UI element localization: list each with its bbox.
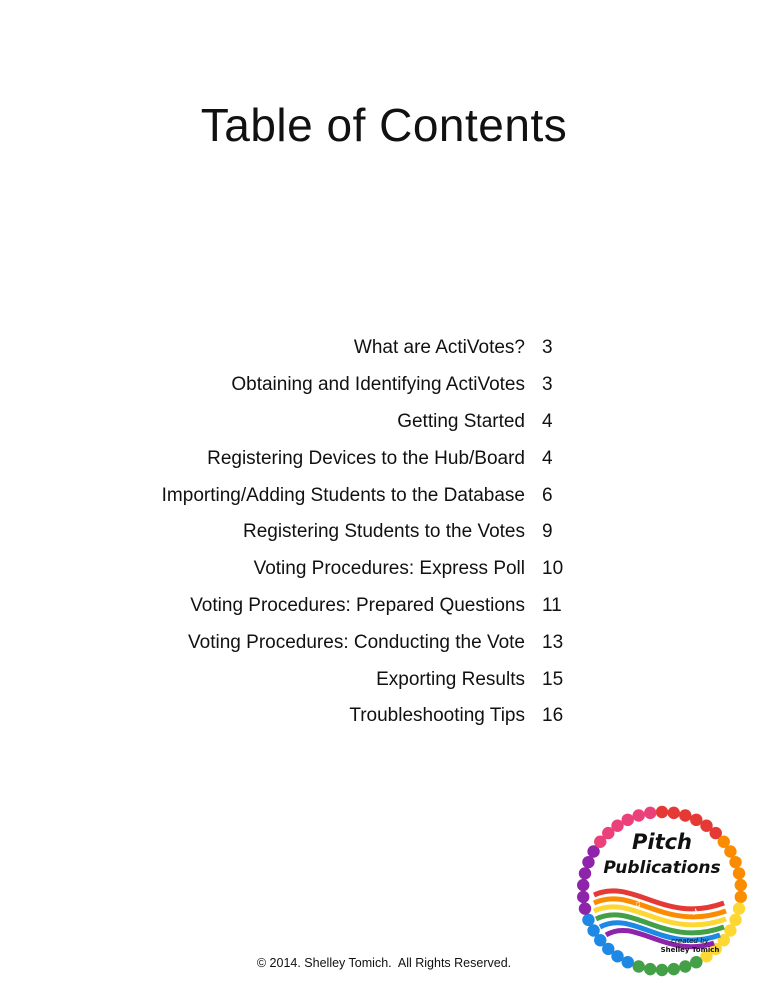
logo-ring-dot: [622, 814, 634, 826]
logo-ring-dot: [735, 879, 747, 891]
logo-ring-dot: [577, 879, 589, 891]
toc-entry-title: Voting Procedures: Prepared Questions: [190, 594, 525, 616]
toc-entry-title: Getting Started: [397, 410, 525, 432]
copyright-footer: © 2014. Shelley Tomich. All Rights Reserved.: [256, 956, 512, 970]
logo-line1: Pitch: [631, 830, 693, 854]
toc-entry-page: 10: [542, 558, 564, 580]
toc-entry-page: 16: [542, 705, 564, 727]
toc-entry: [60, 624, 580, 661]
toc-entry-page: 3: [542, 337, 553, 359]
music-note-icon: ♫: [634, 899, 642, 910]
toc-entry: [60, 367, 580, 404]
table-of-contents: [60, 330, 580, 735]
logo-ring-dot: [733, 902, 745, 914]
toc-entry-title: Troubleshooting Tips: [349, 705, 525, 727]
logo-ring-dot: [579, 867, 591, 879]
logo-ring-dot: [579, 902, 591, 914]
toc-entry-title: Exporting Results: [376, 668, 525, 690]
logo-ring-dot: [733, 867, 745, 879]
toc-entry: [60, 514, 580, 551]
toc-entry-title: What are ActiVotes?: [353, 337, 525, 359]
toc-entry-page: 15: [542, 668, 564, 690]
pitch-publications-logo: [574, 803, 750, 979]
toc-entry-title: Obtaining and Identifying ActiVotes: [231, 374, 525, 396]
logo-ring-dot: [729, 914, 741, 926]
logo-ring-dot: [582, 856, 594, 868]
toc-entry-page: 4: [542, 410, 553, 432]
toc-entry-page: 3: [542, 374, 553, 396]
logo-ring-dot: [587, 924, 599, 936]
toc-entry: [60, 698, 580, 735]
logo-credit-line1: created by: [671, 937, 709, 945]
toc-entry: [60, 477, 580, 514]
toc-entry: [60, 661, 580, 698]
logo-ring-dot: [577, 891, 589, 903]
logo-ring-dot: [679, 809, 691, 821]
toc-entry-title: Registering Students to the Votes: [242, 521, 525, 543]
toc-entry: [60, 588, 580, 625]
toc-entry-page: 13: [542, 631, 564, 653]
logo-ring-dot: [729, 856, 741, 868]
toc-entry-title: Voting Procedures: Express Poll: [253, 558, 525, 580]
logo-credit-line2: Shelley Tomich: [660, 946, 720, 954]
logo-ring-dot: [735, 891, 747, 903]
toc-entry-page: 11: [542, 594, 562, 616]
toc-entry: [60, 551, 580, 588]
toc-entry-title: Registering Devices to the Hub/Board: [207, 447, 525, 469]
toc-entry-page: 4: [542, 447, 553, 469]
toc-entry-title: Voting Procedures: Conducting the Vote: [188, 631, 525, 653]
toc-entry: [60, 404, 580, 441]
music-note-icon: ♪: [692, 904, 698, 918]
logo-ring-dot: [656, 806, 668, 818]
toc-entry: [60, 440, 580, 477]
page-title: Table of Contents: [200, 99, 568, 151]
logo-ring-dot: [582, 914, 594, 926]
toc-entry-page: 6: [542, 484, 553, 506]
toc-entry-page: 9: [542, 521, 553, 543]
toc-entry: [60, 330, 580, 367]
logo-ring-dot: [633, 809, 645, 821]
logo-ring-dot: [668, 807, 680, 819]
logo-ring-dot: [644, 807, 656, 819]
toc-entry-title: Importing/Adding Students to the Database: [161, 484, 525, 506]
logo-line2: Publications: [603, 858, 721, 878]
logo-ring-dot: [724, 845, 736, 857]
